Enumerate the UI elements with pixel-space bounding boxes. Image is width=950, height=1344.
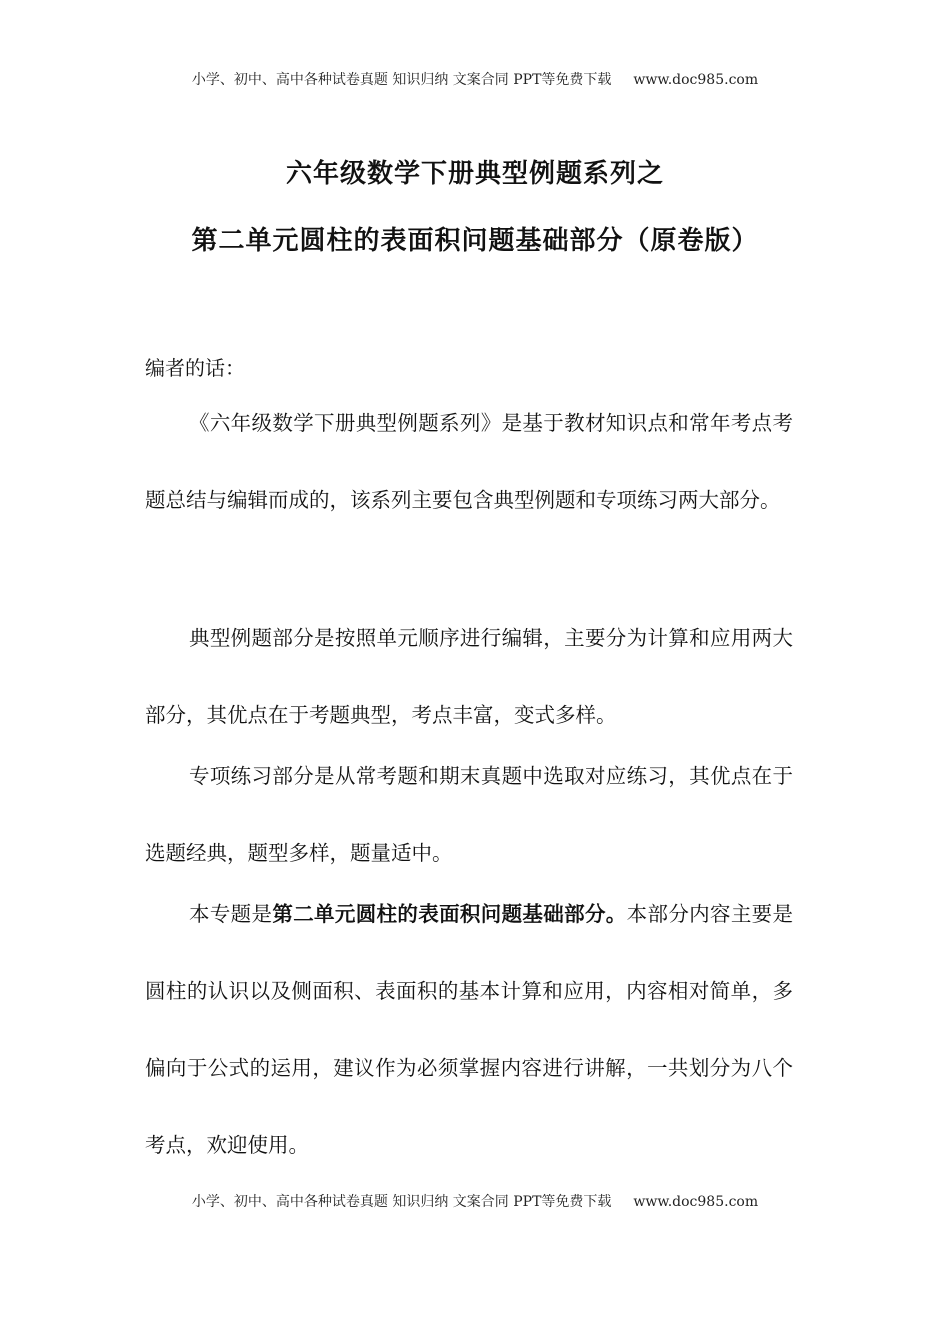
- paragraph-typical-examples: 典型例题部分是按照单元顺序进行编辑，主要分为计算和应用两大部分，其优点在于考题典型，考点丰富，变式多样。: [145, 626, 793, 727]
- header-site-link[interactable]: www.doc985.com: [633, 72, 759, 88]
- document-title-line-1: 六年级数学下册典型例题系列之: [285, 159, 664, 189]
- document-title-line-2: 第二单元圆柱的表面积问题基础部分（原卷版）: [191, 226, 759, 256]
- topic-prefix: 本专题是: [189, 902, 273, 926]
- editor-note-label: 编者的话：: [145, 356, 245, 380]
- topic-name-bold: 第二单元圆柱的表面积问题基础部分。: [272, 902, 627, 926]
- paragraph-topic-description: [145, 876, 793, 1184]
- page-header: [0, 69, 950, 89]
- footer-site-link[interactable]: www.doc985.com: [633, 1194, 759, 1210]
- paragraph-special-practice: 专项练习部分是从常考题和期末真题中选取对应练习，其优点在于选题经典，题型多样，题量适中。: [145, 764, 793, 865]
- footer-tagline: 小学、初中、高中各种试卷真题 知识归纳 文案合同 PPT等免费下载: [191, 1194, 612, 1210]
- paragraph-series-intro: 《六年级数学下册典型例题系列》是基于教材知识点和常年考点考题总结与编辑而成的，该系列主要包含典型例题和专项练习两大部分。: [145, 411, 793, 512]
- page-footer: [0, 1191, 950, 1211]
- header-tagline: 小学、初中、高中各种试卷真题 知识归纳 文案合同 PPT等免费下载: [191, 72, 612, 88]
- topic-details: 本部分内容主要是圆柱的认识以及侧面积、表面积的基本计算和应用，内容相对简单，多偏向于公式的运用，建议作为必须掌握内容进行讲解，一共划分为八个考点，欢迎使用。: [145, 902, 794, 1157]
